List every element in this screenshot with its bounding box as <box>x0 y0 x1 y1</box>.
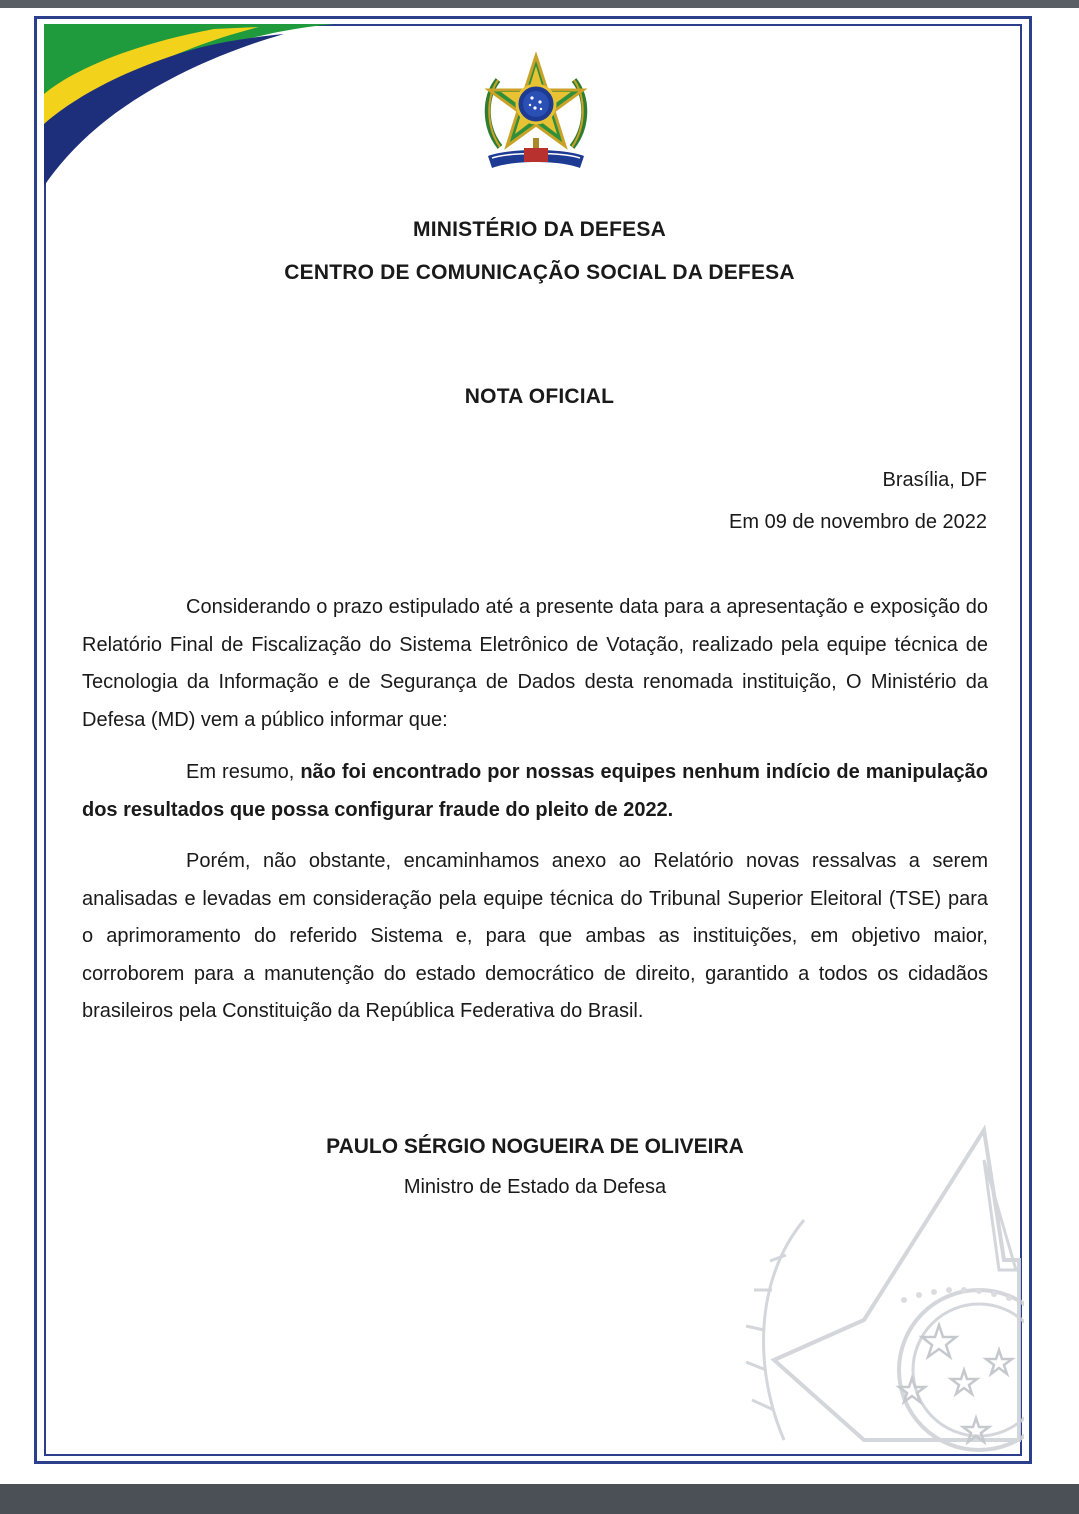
paragraph-summary <box>82 754 988 829</box>
ministry-heading: MINISTÉRIO DA DEFESA <box>413 218 666 241</box>
paragraph-reservations: Porém, não obstante, encaminhamos anexo ao Relatório novas ressalvas a serem analisadas e levadas em consideração pela equipe técnica do Tribunal Superior Eleitoral (TSE) para o aprimoramento do referido Sistema e, para que ambas as instituições, em objetivo maior, corroborem para a manutenção do estado democrático de direito, garantido a todos os cidadãos brasileiros pela Constituição da República Federativa do Brasil. <box>82 850 988 1022</box>
summary-bold-text: não foi encontrado por nossas equipes nenhum indício de manipulação dos resultados que possa configurar fraude do pleito de 2022. <box>82 761 988 821</box>
communication-center-heading: CENTRO DE COMUNICAÇÃO SOCIAL DA DEFESA <box>284 261 795 284</box>
signatory-role: Ministro de Estado da Defesa <box>403 1176 667 1198</box>
coat-of-arms-icon <box>478 52 594 174</box>
paragraph-intro: Considerando o prazo estipulado até a presente data para a apresentação e exposição do Relatório Final de Fiscalização do Sistema Eletrônico de Votação, realizado pela equipe técnica de Tecnologia da Informação e de Segurança de Dados desta renomada instituição, O Ministério da Defesa (MD) vem a público informar que: <box>82 596 988 731</box>
coat-of-arms-watermark-icon <box>744 1110 1024 1455</box>
place-line: Brasília, DF <box>882 469 987 491</box>
date-line: Em 09 de novembro de 2022 <box>729 511 987 533</box>
summary-lead-text: Em resumo, <box>186 761 301 783</box>
brazil-flag-ribbon-icon <box>44 24 334 189</box>
top-dark-strip <box>0 0 1079 8</box>
bottom-dark-strip <box>0 1484 1079 1514</box>
signatory-name: PAULO SÉRGIO NOGUEIRA DE OLIVEIRA <box>326 1135 744 1158</box>
document-title: NOTA OFICIAL <box>464 385 615 408</box>
